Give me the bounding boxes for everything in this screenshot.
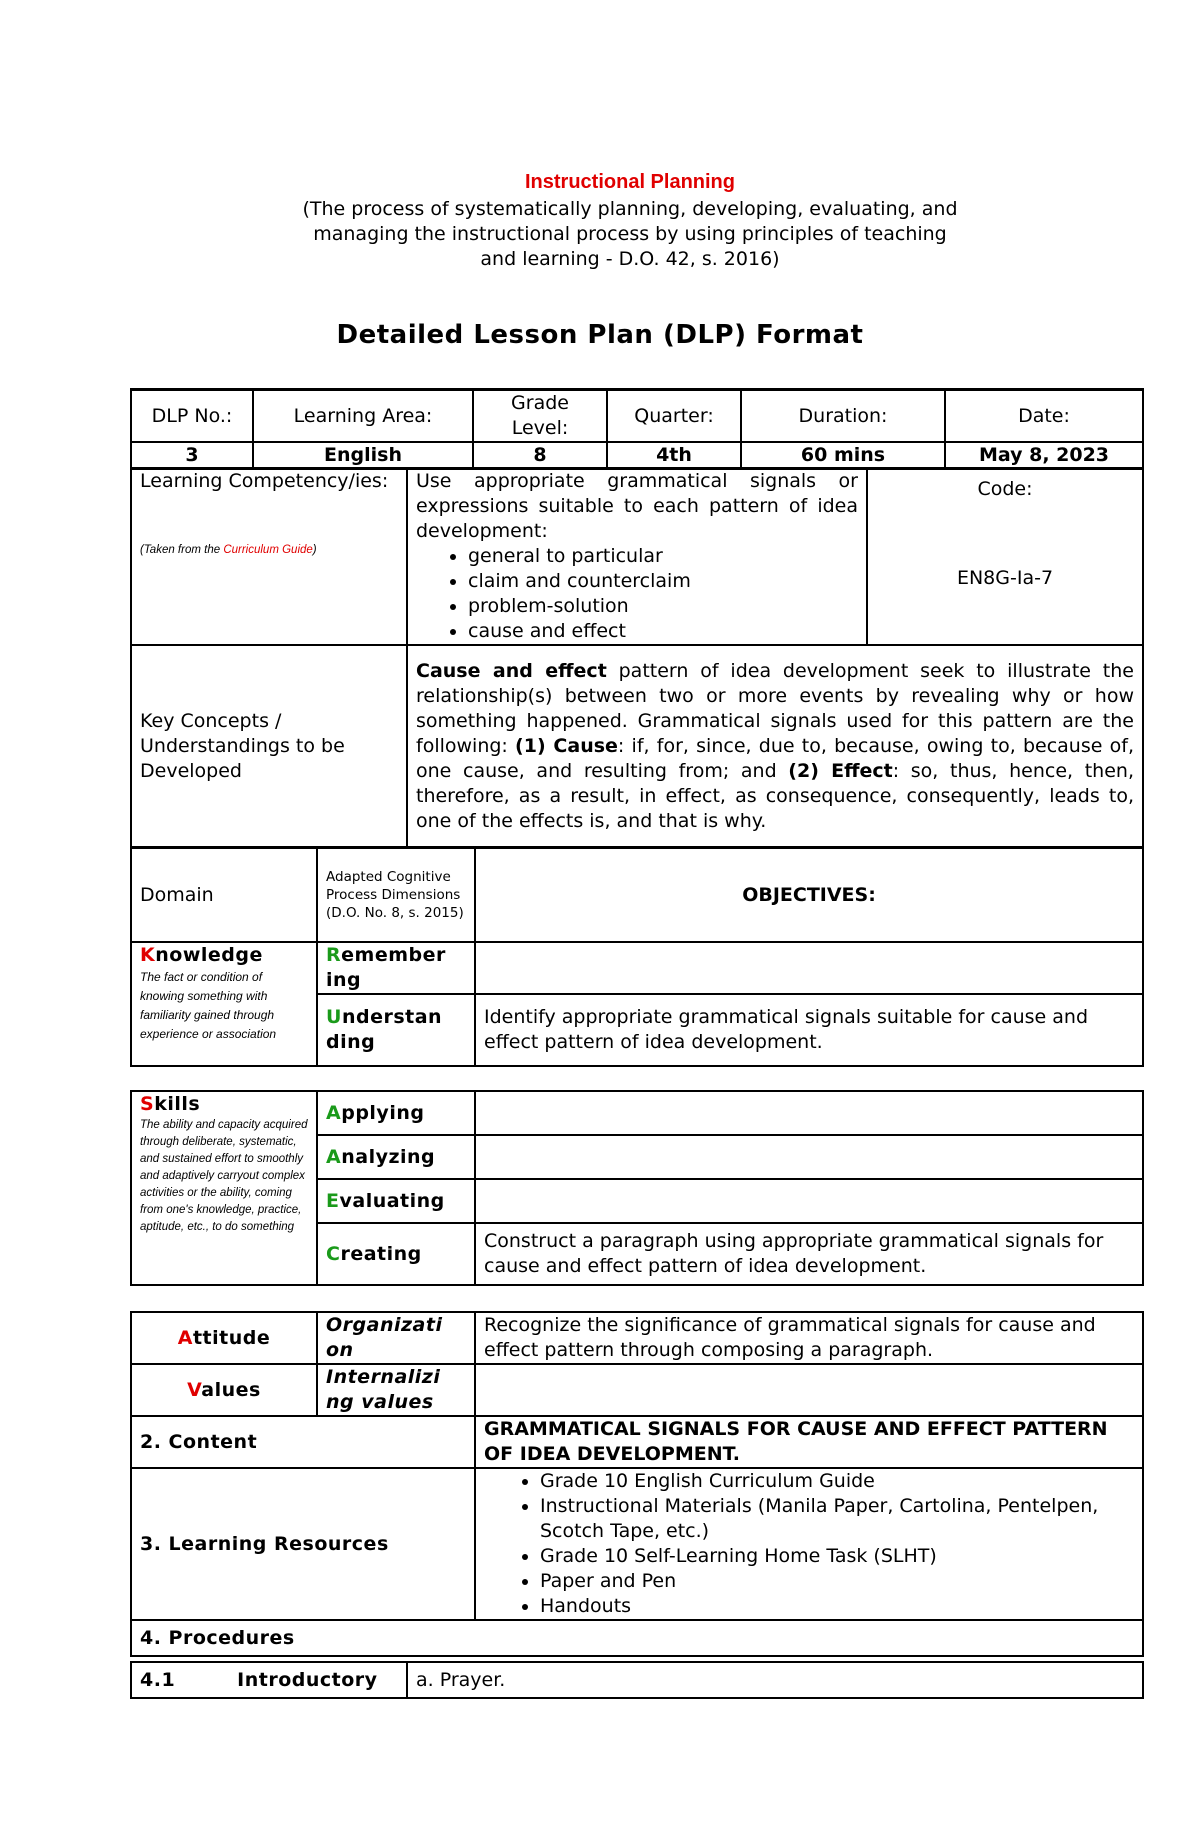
knowledge-table [130,847,1144,1067]
value-dlp-no: 3 [131,442,253,469]
label-quarter: Quarter: [607,390,741,443]
document-title: Instructional Planning [524,171,735,193]
value-quarter: 4th [607,442,741,469]
skills-desc: The ability and capacity acquired through deliberate, systematic, and sustained effort to smoothly and adaptively carryout complex activities or the ability, coming from one's knowledge, practice, aptitude, etc., to do something [140,1119,308,1233]
content-value: GRAMMATICAL SIGNALS FOR CAUSE AND EFFECT PATTERN OF IDEA DEVELOPMENT. [475,1416,1143,1468]
procedures-table [130,1661,1144,1699]
competency-text-cell [407,468,867,645]
remembering-cell: Remember ing [317,942,475,994]
label-date: Date: [945,390,1143,443]
label-learning-area: Learning Area: [253,390,473,443]
applying-objective [475,1091,1143,1135]
internalizing-cell: Internalizi ng values [317,1364,475,1416]
skills-domain-cell: Skills The ability and capacity acquired through deliberate, systematic, and sustained effort to smoothly and adaptively carryout complex activities or the ability, coming from one's knowledge, practice, aptitude, etc., to do something [131,1091,317,1285]
introductory-cell: 4.1 Introductory [131,1662,407,1698]
value-date: May 8, 2023 [945,442,1143,469]
content-label: 2. Content [131,1416,475,1468]
key-concepts-label: Key Concepts / Understandings to be Developed [131,645,407,847]
code-label: Code: [977,478,1033,500]
list-item: • Paper and Pen [540,1569,1134,1594]
code-cell [867,468,1143,645]
values-cell: Values [131,1364,317,1416]
adapted-header: Adapted Cognitive Process Dimensions (D.O. No. 8, s. 2015) [317,848,475,942]
label-grade-level: Grade Level: [473,390,607,443]
competency-label: Learning Competency/ies: [140,470,389,492]
applying-cell: Applying [317,1091,475,1135]
format-title: Detailed Lesson Plan (DLP) Format [336,320,864,350]
resources-cell [475,1468,1143,1620]
evaluating-objective [475,1179,1143,1223]
value-learning-area: English [253,442,473,469]
resources-list [484,1469,1134,1619]
list-item: • Instructional Materials (Manila Paper, Cartolina, Pentelpen, Scotch Tape, etc.) [540,1494,1134,1544]
list-item: • Grade 10 Self-Learning Home Task (SLHT) [540,1544,1134,1569]
value-duration: 60 mins [741,442,945,469]
values-objective [475,1364,1143,1416]
competency-label-cell [131,468,407,645]
label-duration: Duration: [741,390,945,443]
attitude-cell: Attitude [131,1312,317,1364]
list-item: • Grade 10 English Curriculum Guide [540,1469,1134,1494]
analyzing-objective [475,1135,1143,1179]
skills-table [130,1090,1144,1286]
organization-cell: Organizati on [317,1312,475,1364]
resources-label: 3. Learning Resources [131,1468,475,1620]
info-table [130,388,1144,470]
evaluating-cell: Evaluating [317,1179,475,1223]
label-dlp-no: DLP No.: [131,390,253,443]
curriculum-note: (Taken from the Curriculum Guide) [140,544,317,556]
list-item: • Handouts [540,1594,1134,1619]
understanding-cell: Understan ding [317,994,475,1066]
remembering-objective [475,942,1143,994]
knowledge-domain-cell: Knowledge The fact or condition of knowing something with familiarity gained through experience or association [131,942,317,1066]
competency-text: Use appropriate grammatical signals or expressions suitable to each pattern of idea development: [416,470,858,542]
analyzing-cell: Analyzing [317,1135,475,1179]
prayer-cell: a. Prayer. [407,1662,1143,1698]
understanding-objective: Identify appropriate grammatical signals suitable for cause and effect pattern of idea development. [475,994,1143,1066]
document-header [300,170,960,272]
objectives-header: OBJECTIVES: [475,848,1143,942]
competency-table [130,467,1144,848]
code-value: EN8G-Ia-7 [956,567,1054,589]
list-item: • claim and counterclaim [468,569,858,594]
procedures-label: 4. Procedures [131,1620,1143,1656]
domain-header: Domain [131,848,317,942]
attitude-table [130,1311,1144,1657]
list-item: • general to particular [468,544,858,569]
value-grade-level: 8 [473,442,607,469]
list-item: • problem-solution [468,594,858,619]
creating-cell: Creating [317,1223,475,1285]
knowledge-desc: The fact or condition of knowing something with familiarity gained through experience or association [140,970,277,1041]
list-item: • cause and effect [468,619,858,644]
key-concepts-text: Cause and effect pattern of idea development seek to illustrate the relationship(s) between two or more events by revealing why or how something happened. Grammatical signals used for this pattern are the following: (1) Cause: if, for, since, due to, because, owing to, because of, one cause, and resulting from; and (2) Effect: so, thus, hence, then, therefore, as a result, in effect, as consequence, consequently, leads to, one of the effects is, and that is why. [407,645,1143,847]
competency-list [416,544,858,644]
document-subtitle: (The process of systematically planning, developing, evaluating, and managing the instructional process by using principles of teaching and learning - D.O. 42, s. 2016) [302,198,958,270]
creating-objective: Construct a paragraph using appropriate grammatical signals for cause and effect pattern of idea development. [475,1223,1143,1285]
attitude-objective: Recognize the significance of grammatical signals for cause and effect pattern through composing a paragraph. [475,1312,1143,1364]
